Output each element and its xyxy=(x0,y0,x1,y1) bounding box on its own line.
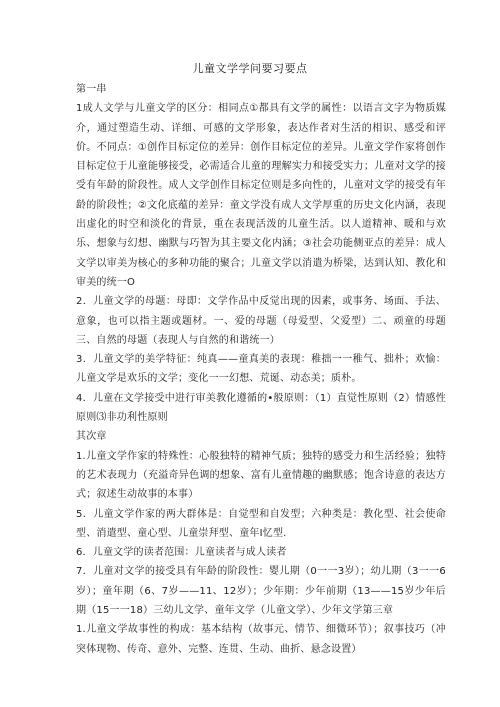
paragraph: 6．儿童文学的读者范围：儿童读者与成人读者 xyxy=(76,547,287,559)
document-body xyxy=(76,80,446,659)
paragraph: 3．儿童文学的美学特征：纯真——童真美的表现：稚拙一一稚气、拙朴；欢愉：儿童文学是欢乐的文学；变化一一幻想、荒诞、动态美；质朴。 xyxy=(76,354,446,385)
paragraph: 1.儿童文学故事性的构成：基本结构（故事元、情节、细微环节）；叙事技巧（冲突体现物、传奇、意外、完整、连贯、生动、曲折、悬念设置） xyxy=(76,624,446,655)
chapter-heading: 其次章 xyxy=(76,431,107,443)
chapter-heading: 第一串 xyxy=(76,84,107,95)
paragraph: 5．儿童文学作家的两大群体是：自觉型和自发型；六种类是：教化型、社会使命型、消遣型、童心型、儿童崇拜型、童年I忆型. xyxy=(76,508,446,539)
paragraph: 4．儿童在文学接受中进行审美教化遵循的•般原则：（1）直觉性原则（2）情感性原则⑶非功利性原则 xyxy=(76,392,446,424)
paragraph: 1成人文学与儿童文学的区分：相同点①都具有文学的属性：以语言文字为物质媒介，通过塑造生动、详细、可感的文学形象，表达作者对生活的相识、感受和评价。不同点：①创作目标定位的差异：创作目标定位的差异。儿童文学作家将创作目标定位于儿童能够接受，必需适合儿童的理解实力和接受实力；儿童对文学的接受有年龄的阶段性。成人文学创作目标定位则是多向性的，儿童对文学的接受有年龄的阶段性；②文化底蕴的差异：童文学没有成人文学厚重的历史文化内涵，表现出虚化的时空和淡化的背景，重在表现活泼的儿童生活。以人道精神、暖和与欢乐、想象与幻想、幽默与巧智为其主要文化内涵；③社会功能侧亚点的差异：成人文学以审美为核心的多种功能的聚合；儿童文学以消遣为桥梁，达到认知、教化和审美的统一O xyxy=(76,103,446,288)
paragraph: 2．儿童文学的母题：母即：文学作品中反觉出现的因素，或事务、场面、手法、意象，也可以指主题或题材。一、爱的母题（母爱型、父爱型）二、顽童的母题三、自然的母题（表现人与自然的和谐统一） xyxy=(76,296,446,346)
paragraph: 1.儿童文学作家的特殊性：心般独特的精神气质；独特的感受力和生活经验；独特的艺术表现力（充溢奇异色调的想象、富有儿童情趣的幽默感；饱含诗意的表达方式；叙述生动故事的本事） xyxy=(76,450,446,501)
document-title: 儿童文学学问要习要点 xyxy=(192,62,308,75)
paragraph: 7．儿童对文学的接受具有年龄的阶段性：婴儿期（0一一3岁）；幼儿期（3一一6岁）；童年期（6、7岁——11、12岁）；少年期：少年前期（13——15岁少年后期（15一一18）三幼儿文学、童年文学（儿童文学）、少年文学第三章 xyxy=(76,566,446,617)
